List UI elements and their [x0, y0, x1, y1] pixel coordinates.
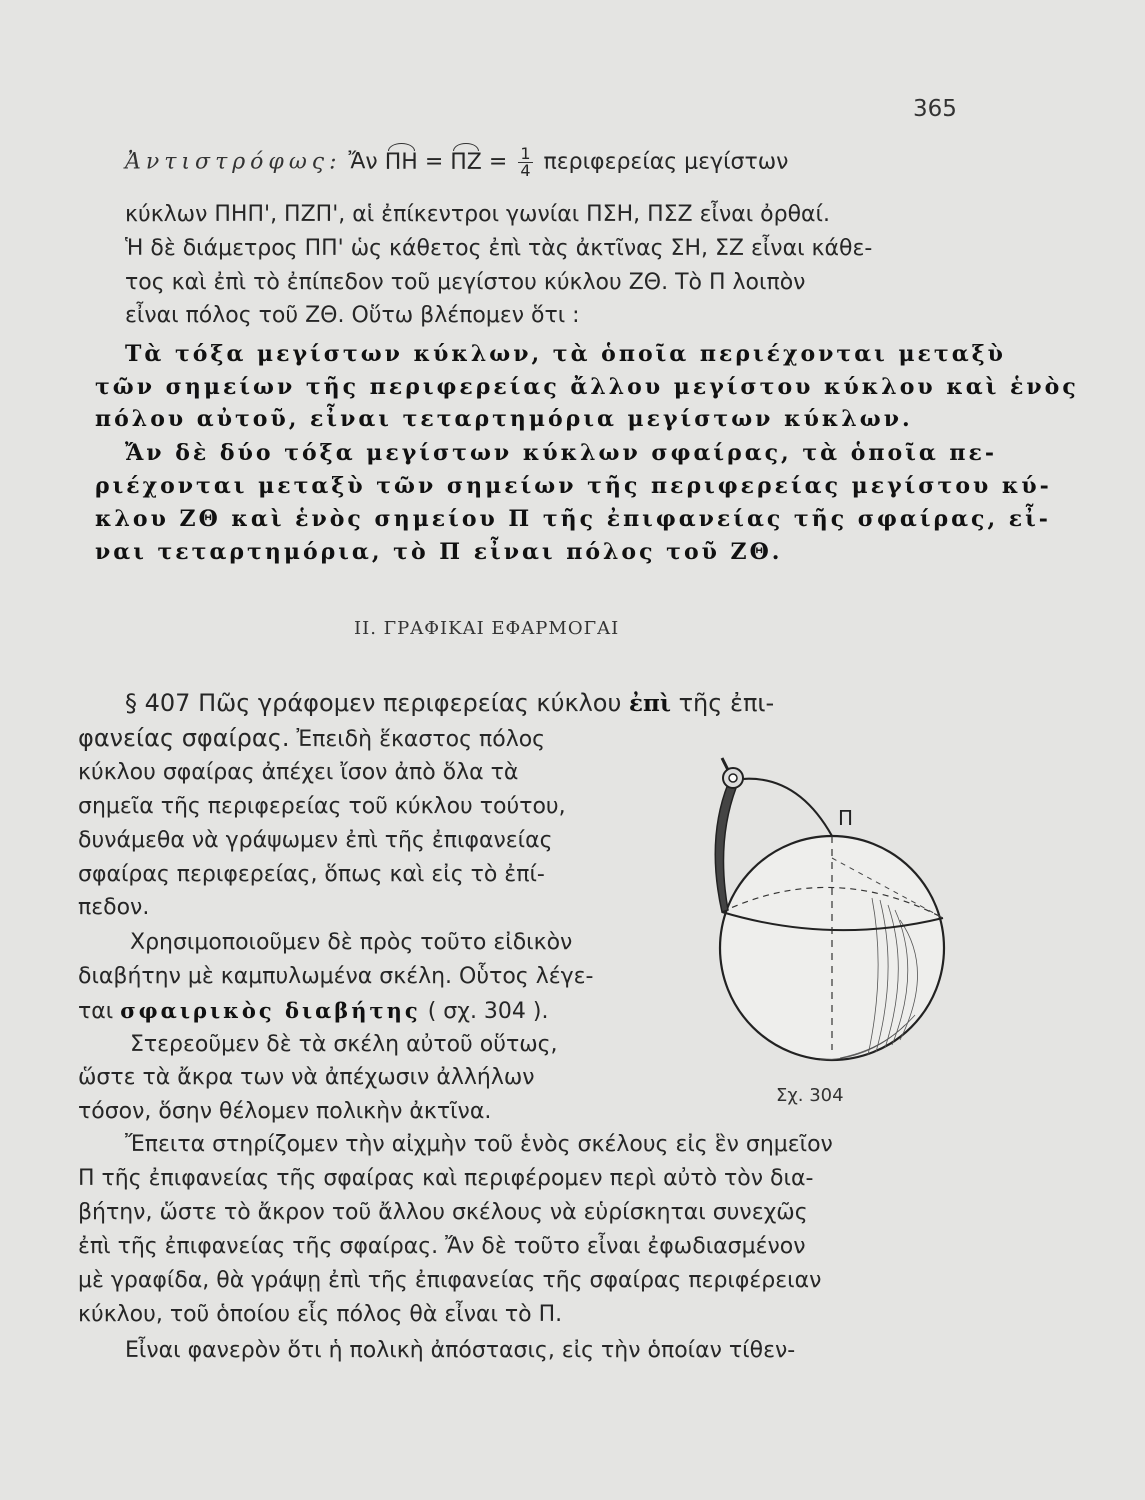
pole-label: Π: [838, 806, 854, 830]
theorem-line: Ἄν δὲ δύο τόξα μεγίστων κύκλων σφαίρας, τὰ ὁποῖα πε-: [125, 440, 998, 466]
theorem-line: πόλου αὐτοῦ, εἶναι τεταρτημόρια μεγίστων κύκλων.: [95, 406, 913, 432]
text-line: κύκλου, τοῦ ὁποίου εἷς πόλος θὰ εἶναι τὸ Π.: [78, 1302, 563, 1327]
text-line: τος καὶ ἐπὶ τὸ ἐπίπεδον τοῦ μεγίστου κύκλου ΖΘ. Τὸ Π λοιπὸν: [125, 270, 806, 295]
fraction-one-quarter: [518, 146, 532, 179]
text-line: κύκλου σφαίρας ἀπέχει ἴσον ἀπὸ ὅλα τὰ: [78, 760, 519, 785]
theorem-line: ναι τεταρτημόρια, τὸ Π εἶναι πόλος τοῦ ΖΘ.: [95, 539, 783, 565]
section-title-part: τῆς ἐπι-: [678, 689, 775, 717]
converse-rest: περιφερείας μεγίστων: [543, 149, 789, 175]
theorem-line: ριέχονται μεταξὺ τῶν σημείων τῆς περιφερείας μεγίστου κύ-: [95, 473, 1052, 499]
text-line: σφαίρας περιφερείας, ὅπως καὶ εἰς τὸ ἐπί-: [78, 862, 545, 887]
equals-sign-2: =: [488, 149, 508, 175]
text-line: δυνάμεθα νὰ γράψωμεν ἐπὶ τῆς ἐπιφανείας: [78, 828, 553, 853]
theorem-line: τῶν σημείων τῆς περιφερείας ἄλλου μεγίστου κύκλου καὶ ἑνὸς: [95, 374, 1079, 400]
section-title-end: φανείας σφαίρας.: [78, 724, 290, 752]
figure-caption: Σχ. 304: [776, 1085, 844, 1106]
figure-spherical-compass: [700, 740, 960, 1110]
text-line: πεδον.: [78, 895, 150, 920]
fraction-numerator: 1: [520, 144, 531, 163]
text-line: ὥστε τὰ ἄκρα των νὰ ἀπέχωσιν ἀλλήλων: [78, 1065, 535, 1090]
text-line: σημεῖα τῆς περιφερείας τοῦ κύκλου τούτου,: [78, 794, 566, 819]
text-line: Π τῆς ἐπιφανείας τῆς σφαίρας καὶ περιφέρομεν περὶ αὐτὸ τὸν δια-: [78, 1166, 814, 1191]
section-title-line: [125, 688, 774, 719]
section-heading: II. ΓΡΑΦΙΚΑΙ ΕΦΑΡΜΟΓΑΙ: [354, 618, 620, 639]
page-number: 365: [913, 96, 957, 122]
figure-reference: ( σχ. 304 ).: [427, 999, 549, 1024]
section-title-line-2: [78, 723, 545, 755]
converse-if: Ἄν: [348, 149, 378, 175]
tool-name-line: [78, 996, 549, 1027]
text-line: κύκλων ΠΗΠ', ΠΖΠ', αἱ ἐπίκεντροι γωνίαι ΠΣΗ, ΠΣΖ εἶναι ὀρθαί.: [125, 202, 830, 227]
text-line: Ἡ δὲ διάμετρος ΠΠ' ὡς κάθετος ἐπὶ τὰς ἀκτῖνας ΣΗ, ΣΖ εἶναι κάθε-: [125, 236, 873, 261]
compass-leg-to-circle: [715, 784, 736, 912]
section-text: Ἐπειδὴ ἕκαστος πόλος: [296, 727, 546, 752]
sphere-compass-drawing: [700, 740, 960, 1110]
text-line: Ἔπειτα στηρίζομεν τὴν αἰχμὴν τοῦ ἑνὸς σκέλους εἰς ἓν σημεῖον: [125, 1132, 833, 1157]
text-line: Εἶναι φανερὸν ὅτι ἡ πολικὴ ἀπόστασις, εἰς τὴν ὁποίαν τίθεν-: [125, 1338, 796, 1363]
arc-pz: ΠΖ: [450, 148, 482, 178]
text-line: ἐπὶ τῆς ἐπιφανείας τῆς σφαίρας. Ἄν δὲ τοῦτο εἶναι ἐφωδιασμένον: [78, 1234, 806, 1259]
text-line: Στερεοῦμεν δὲ τὰ σκέλη αὐτοῦ οὕτως,: [130, 1032, 558, 1057]
sphere-outline: [720, 836, 944, 1060]
theorem-line: Τὰ τόξα μεγίστων κύκλων, τὰ ὁποῖα περιέχονται μεταξὺ: [125, 341, 1006, 367]
text-line: Χρησιμοποιοῦμεν δὲ πρὸς τοῦτο εἰδικὸν: [130, 930, 573, 955]
compass-leg-to-pole: [733, 779, 832, 836]
section-title-bold: ἐπὶ: [629, 690, 671, 717]
text-line: μὲ γραφίδα, θὰ γράψῃ ἐπὶ τῆς ἐπιφανείας τῆς σφαίρας περιφέρειαν: [78, 1268, 822, 1293]
text-line: τόσον, ὅσην θέλομεν πολικὴν ἀκτῖνα.: [78, 1099, 492, 1124]
theorem-line: κλου ΖΘ καὶ ἑνὸς σημείου Π τῆς ἐπιφανείας τῆς σφαίρας, εἶ-: [95, 506, 1051, 532]
tool-name-bold: σφαιρικὸς διαβήτης: [120, 998, 421, 1023]
equals-sign: =: [424, 149, 444, 175]
section-title-part: § 407 Πῶς γράφομεν περιφερείας κύκλου: [125, 689, 622, 717]
converse-line: [125, 146, 788, 179]
converse-lead: Ἀντιστρόφως:: [125, 149, 342, 175]
fraction-denominator: 4: [520, 161, 531, 180]
text-line: διαβήτην μὲ καμπυλωμένα σκέλη. Οὗτος λέγε-: [78, 964, 594, 989]
compass-handle: [722, 758, 728, 770]
tool-name-pre: ται: [78, 999, 114, 1024]
text-line: βήτην, ὥστε τὸ ἄκρον τοῦ ἄλλου σκέλους νὰ εὑρίσκηται συνεχῶς: [78, 1200, 808, 1225]
text-line: εἶναι πόλος τοῦ ΖΘ. Οὕτω βλέπομεν ὅτι :: [125, 303, 580, 328]
arc-ph: ΠΗ: [385, 148, 418, 178]
